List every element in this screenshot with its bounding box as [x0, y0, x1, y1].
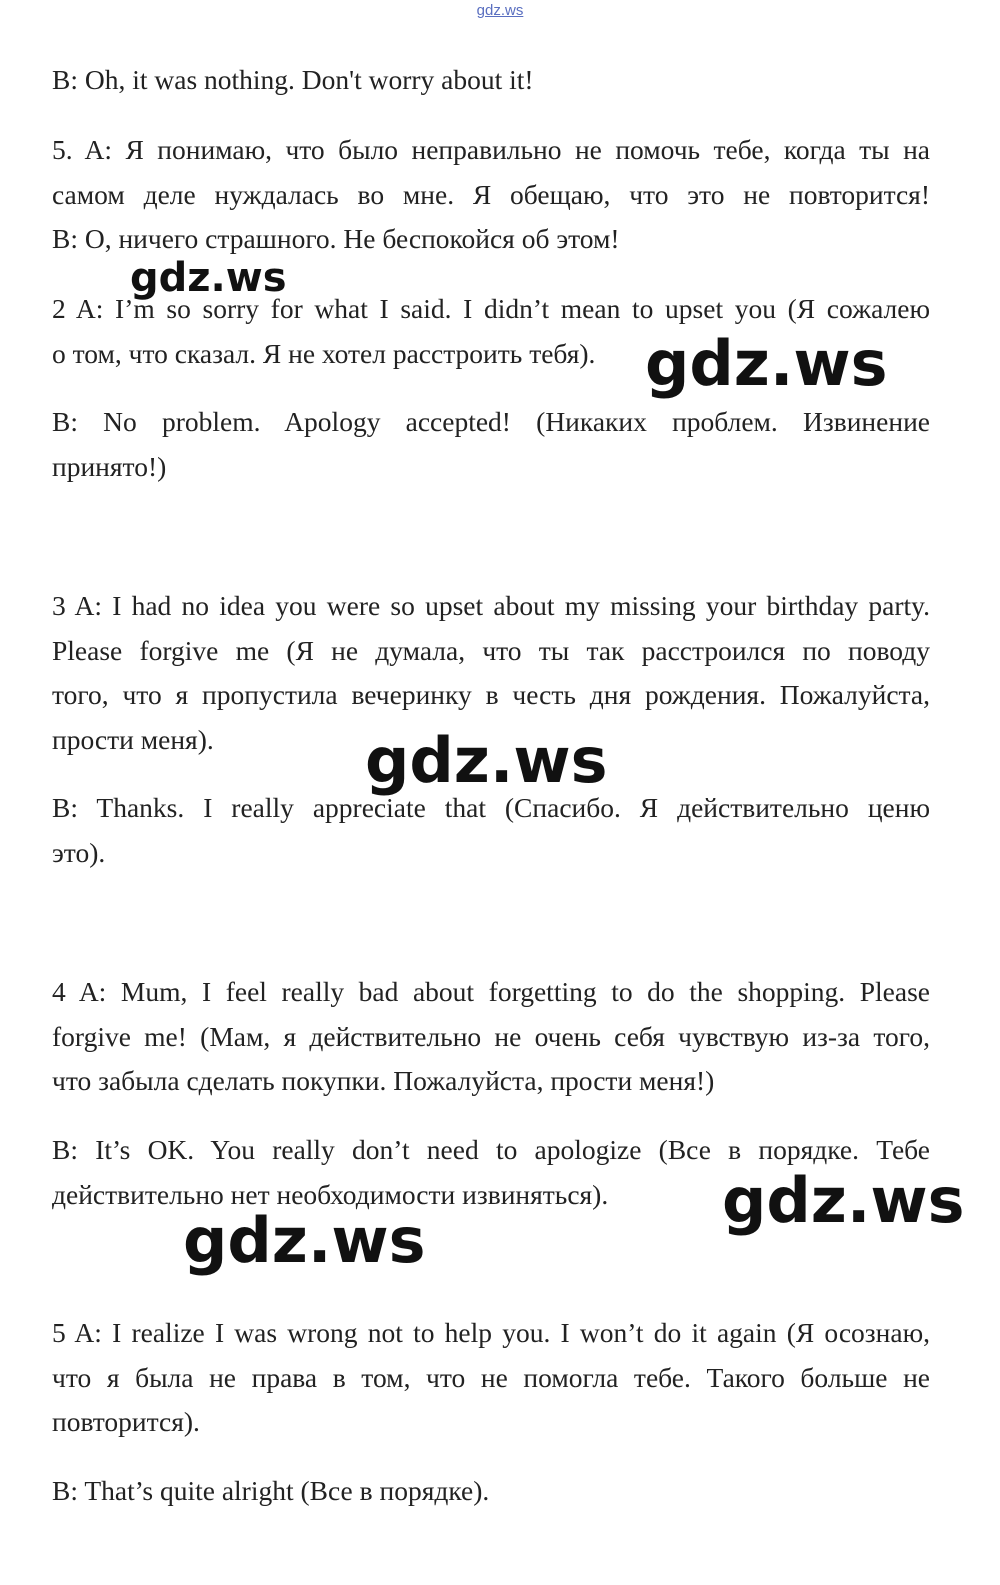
dialogue-paragraph [52, 128, 930, 262]
text-line: Please forgive me (Я не думала, что ты так расстроился по поводу [52, 634, 930, 666]
text-line: B: Oh, it was nothing. Don't worry about it! [52, 64, 534, 95]
watermark: gdz.ws [130, 255, 287, 301]
text-line: 5 A: I realize I was wrong not to help you. I won’t do it again (Я осознаю, [52, 1317, 930, 1348]
text-line: о том, что сказал. Я не хотел расстроить тебя). [52, 337, 596, 369]
dialogue-paragraph [52, 786, 930, 875]
dialogue-paragraph [52, 58, 930, 103]
text-line: что я была не права в том, что не помогла тебе. Такого больше не [52, 1361, 930, 1393]
header-watermark: gdz.ws [476, 2, 524, 19]
text-line: это). [52, 836, 106, 868]
dialogue-paragraph [52, 1311, 930, 1445]
text-line: 3 A: I had no idea you were so upset about my missing your birthday party. [52, 590, 930, 621]
watermark: gdz.ws [722, 1164, 965, 1237]
dialogue-paragraph [52, 1469, 930, 1514]
text-line: 5. A: Я понимаю, что было неправильно не помочь тебе, когда ты на [52, 134, 930, 165]
text-line: того, что я пропустила вечеринку в честь дня рождения. Пожалуйста, [52, 679, 930, 710]
text-line: B: No problem. Apology accepted! (Никаких проблем. Извинение [52, 406, 930, 437]
watermark: gdz.ws [645, 327, 888, 400]
text-line: повторится). [52, 1406, 200, 1437]
text-line: самом деле нуждалась во мне. Я обещаю, что это не повторится! [52, 178, 930, 210]
text-line: forgive me! (Мам, я действительно не очень себя чувствую из-за того, [52, 1020, 930, 1052]
text-line: B: That’s quite alright (Все в порядке). [52, 1475, 490, 1506]
text-line: B: It’s OK. You really don’t need to apologize (Все в порядке. Тебе [52, 1134, 930, 1165]
text-line: принято!) [52, 450, 167, 482]
text-line: действительно нет необходимости извиняться). [52, 1178, 609, 1210]
watermark: gdz.ws [365, 724, 608, 797]
text-line: что забыла сделать покупки. Пожалуйста, прости меня!) [52, 1065, 715, 1096]
text-line: 4 A: Mum, I feel really bad about forgetting to do the shopping. Please [52, 976, 930, 1007]
watermark: gdz.ws [183, 1204, 426, 1277]
text-line: B: Thanks. I really appreciate that (Спасибо. Я действительно ценю [52, 792, 930, 823]
dialogue-paragraph [52, 970, 930, 1104]
text-line: 2 A: I’m so sorry for what I said. I didn’t mean to upset you (Я сожалею [52, 293, 930, 324]
dialogue-paragraph [52, 400, 930, 489]
text-line: B: О, ничего страшного. Не беспокойся об этом! [52, 223, 620, 254]
text-line: прости меня). [52, 723, 214, 755]
